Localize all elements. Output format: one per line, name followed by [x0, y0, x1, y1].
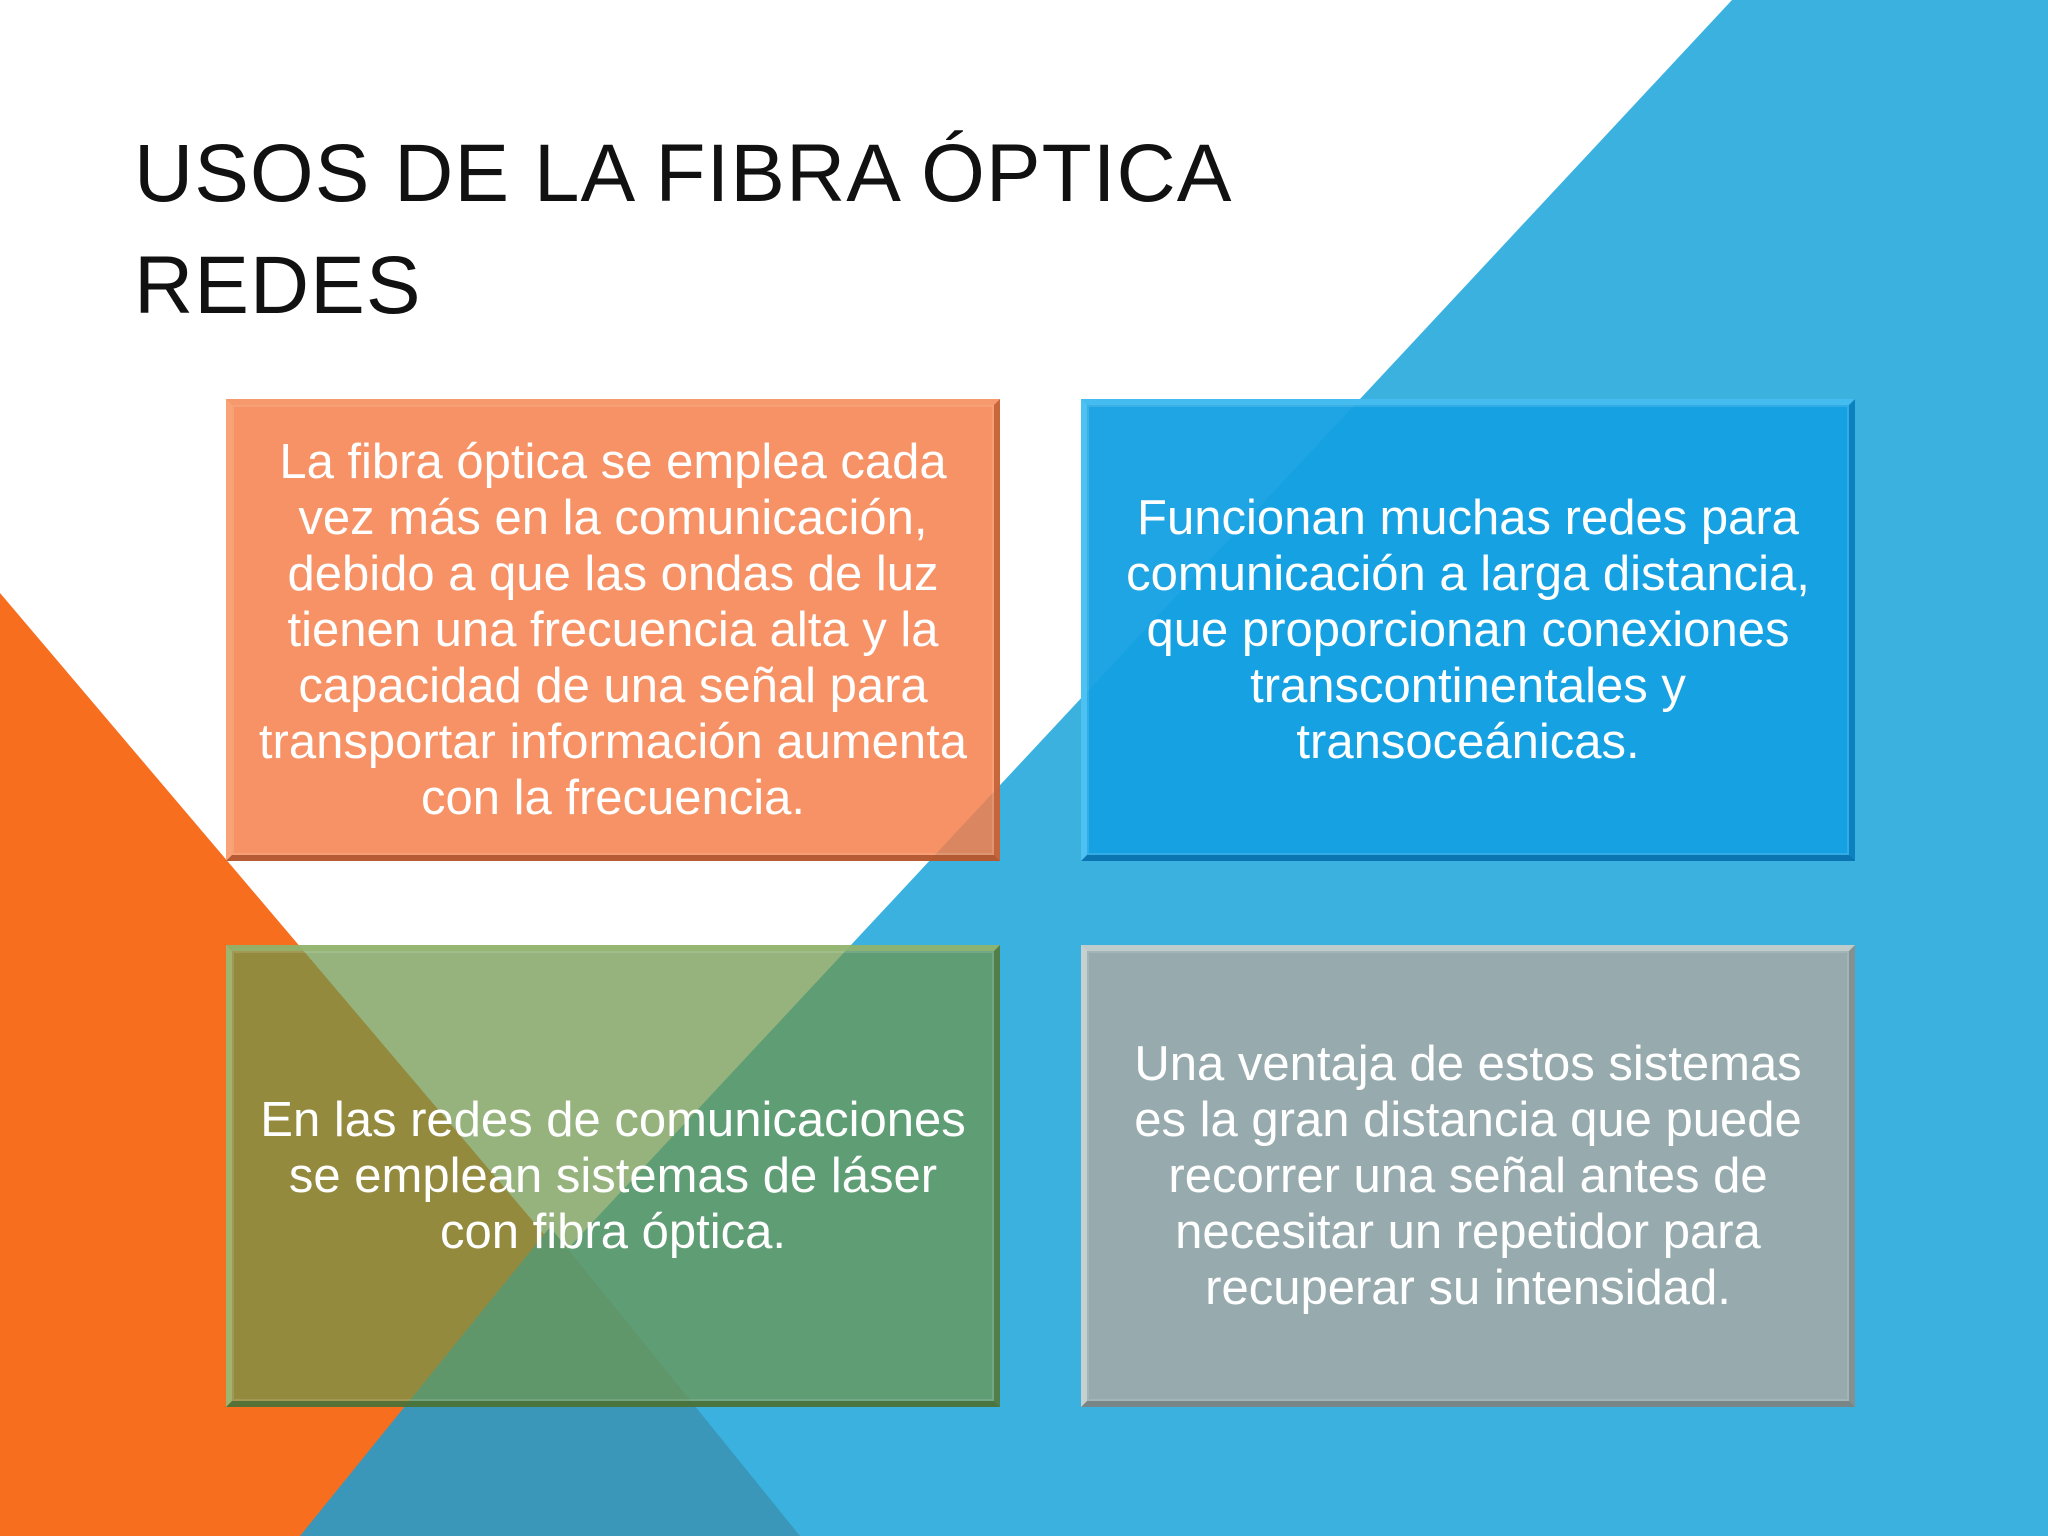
- text-box-green: [226, 945, 1000, 1407]
- box-text: Funcionan muchas redes para comunicación a larga distancia, que proporcionan conexiones transcontinentales y transoceánicas.: [1126, 491, 1810, 769]
- page-title: [134, 118, 1232, 342]
- box-text: La fibra óptica se emplea cada vez más en la comunicación, debido a que las ondas de luz tienen una frecuencia alta y la capacidad de una señal para transportar información aumenta con la frecuencia.: [258, 435, 968, 825]
- box-text: Una ventaja de estos sistemas es la gran distancia que puede recorrer una señal antes de necesitar un repetidor para recuperar su intensidad.: [1134, 1037, 1802, 1315]
- box-text: En las redes de comunicaciones se emplean sistemas de láser con fibra óptica.: [260, 1093, 966, 1259]
- title-line-1: USOS DE LA FIBRA ÓPTICA: [134, 128, 1233, 219]
- title-line-2: REDES: [134, 240, 422, 331]
- text-box-orange: [226, 399, 1000, 861]
- text-box-gray: [1081, 945, 1855, 1407]
- text-box-blue: [1081, 399, 1855, 861]
